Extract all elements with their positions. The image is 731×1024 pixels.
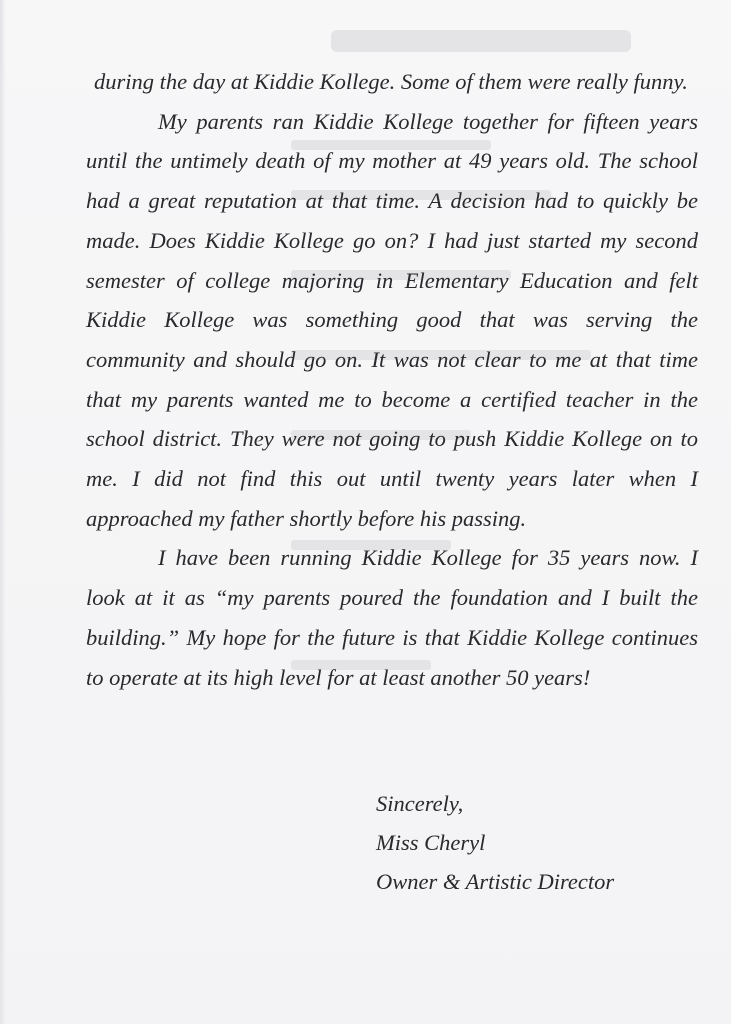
letter-body <box>86 62 698 697</box>
page-edge-shadow <box>0 0 6 1024</box>
signature-block <box>376 784 614 901</box>
paragraph-future: I have been running Kiddie Kollege for 35 years now. I look at it as “my parents poured the foundation and I built the building.” My hope for the future is that Kiddie Kollege continues to operate at its high level for at least another 50 years! <box>86 545 698 690</box>
signer-name: Miss Cheryl <box>376 830 486 855</box>
salutation: Sincerely, <box>376 791 464 816</box>
paragraph-continuation: during the day at Kiddie Kollege. Some of them were really funny. <box>94 69 688 94</box>
paragraph-history: My parents ran Kiddie Kollege together for fifteen years until the untimely death of my mother at 49 years old. The school had a great reputation at that time. A decision had to quickly be made. Does Kiddie Kollege go on? I had just started my second semester of college majoring in Elementary Education and felt Kiddie Kollege was something good that was serving the community and should go on. It was not clear to me at that time that my parents wanted me to become a certified teacher in the school district. They were not going to push Kiddie Kollege on to me. I did not find this out until twenty years later when I approached my father shortly before his passing. <box>86 108 698 531</box>
signer-title: Owner & Artistic Director <box>376 869 615 894</box>
